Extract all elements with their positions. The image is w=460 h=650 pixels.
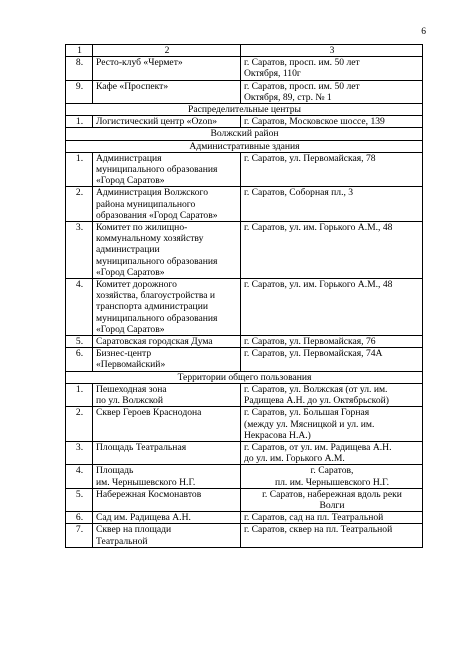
- object-address: г. Саратов, сквер на пл. Театральной: [241, 524, 423, 547]
- row-number: 4.: [66, 465, 93, 488]
- row-number: 1.: [66, 383, 93, 406]
- section-header-row: [66, 371, 423, 383]
- object-address: г. Саратов, от ул. им. Радищева А.Н. до ул. им. Горького А.М.: [241, 441, 423, 464]
- table-row: [66, 336, 423, 348]
- table-row: [66, 524, 423, 547]
- table-row: [66, 512, 423, 524]
- row-number: 5.: [66, 336, 93, 348]
- row-number: 7.: [66, 524, 93, 547]
- table-row: [66, 279, 423, 336]
- object-name: Бизнес-центр «Первомайский»: [93, 348, 241, 371]
- object-name: Комитет дорожного хозяйства, благоустройства и транспорта администрации муниципального образования «Город Саратов»: [93, 279, 241, 336]
- row-number: 1.: [66, 116, 93, 128]
- section-header-row: [66, 128, 423, 140]
- object-name: Кафе «Проспект»: [93, 80, 241, 103]
- object-name: Сад им. Радищева А.Н.: [93, 512, 241, 524]
- row-number: 9.: [66, 80, 93, 103]
- row-number: 4.: [66, 279, 93, 336]
- column-name-header: 2: [93, 45, 241, 57]
- row-number: 5.: [66, 488, 93, 511]
- row-number: 1.: [66, 152, 93, 187]
- object-address: г. Саратов, ул. Волжская (от ул. им. Радищева А.Н. до ул. Октябрьской): [241, 383, 423, 406]
- object-address: г. Саратов, ул. им. Горького А.М., 48: [241, 279, 423, 336]
- object-name: Саратовская городская Дума: [93, 336, 241, 348]
- row-number: 3.: [66, 441, 93, 464]
- table-row: [66, 488, 423, 511]
- object-address: г. Саратов, ул. Первомайская, 76: [241, 336, 423, 348]
- object-address: г. Саратов, Московское шоссе, 139: [241, 116, 423, 128]
- table-row: [66, 116, 423, 128]
- row-number: 2.: [66, 187, 93, 222]
- object-address: г. Саратов, ул. Первомайская, 74А: [241, 348, 423, 371]
- section-header-row: [66, 140, 423, 152]
- object-name: Набережная Космонавтов: [93, 488, 241, 511]
- object-name: Площадь Театральная: [93, 441, 241, 464]
- object-name: Комитет по жилищно- коммунальному хозяйству администрации муниципального образования «Город Саратов»: [93, 222, 241, 279]
- section-title: Распределительные центры: [66, 104, 423, 116]
- table-row: [66, 383, 423, 406]
- object-address: г. Саратов, сад на пл. Театральной: [241, 512, 423, 524]
- object-name: Администрация Волжского района муниципального образования «Город Саратов»: [93, 187, 241, 222]
- object-address: г. Саратов, Соборная пл., 3: [241, 187, 423, 222]
- object-address: г. Саратов, ул. им. Горького А.М., 48: [241, 222, 423, 279]
- object-name: Пешеходная зона по ул. Волжской: [93, 383, 241, 406]
- object-address: г. Саратов, набережная вдоль реки Волги: [241, 488, 423, 511]
- section-title: Территории общего пользования: [66, 371, 423, 383]
- objects-table: [65, 44, 423, 548]
- row-number: 2.: [66, 407, 93, 442]
- object-name: Площадь им. Чернышевского Н.Г.: [93, 465, 241, 488]
- object-name: Сквер на площади Театральной: [93, 524, 241, 547]
- table-row: [66, 57, 423, 80]
- column-number-header: 1: [66, 45, 93, 57]
- row-number: 3.: [66, 222, 93, 279]
- table-row: [66, 152, 423, 187]
- section-title: Административные здания: [66, 140, 423, 152]
- table-row: [66, 187, 423, 222]
- object-address: г. Саратов, ул. Первомайская, 78: [241, 152, 423, 187]
- object-address: г. Саратов, просп. им. 50 лет Октября, 89, стр. № 1: [241, 80, 423, 103]
- object-name: Ресто-клуб «Чермет»: [93, 57, 241, 80]
- row-number: 8.: [66, 57, 93, 80]
- table-row: [66, 222, 423, 279]
- table-header-row: [66, 45, 423, 57]
- section-title: Волжский район: [66, 128, 423, 140]
- page-number: 6: [421, 27, 426, 37]
- object-address: г. Саратов, пл. им. Чернышевского Н.Г.: [241, 465, 423, 488]
- object-address: г. Саратов, просп. им. 50 лет Октября, 110г: [241, 57, 423, 80]
- object-name: Сквер Героев Краснодона: [93, 407, 241, 442]
- table-row: [66, 80, 423, 103]
- table-body: [66, 45, 423, 548]
- table-row: [66, 441, 423, 464]
- row-number: 6.: [66, 512, 93, 524]
- object-address: г. Саратов, ул. Большая Горная (между ул. Мясницкой и ул. им. Некрасова Н.А.): [241, 407, 423, 442]
- table-row: [66, 465, 423, 488]
- object-name: Администрация муниципального образования «Город Саратов»: [93, 152, 241, 187]
- row-number: 6.: [66, 348, 93, 371]
- table-row: [66, 407, 423, 442]
- section-header-row: [66, 104, 423, 116]
- object-name: Логистический центр «Ozon»: [93, 116, 241, 128]
- column-address-header: 3: [241, 45, 423, 57]
- table-row: [66, 348, 423, 371]
